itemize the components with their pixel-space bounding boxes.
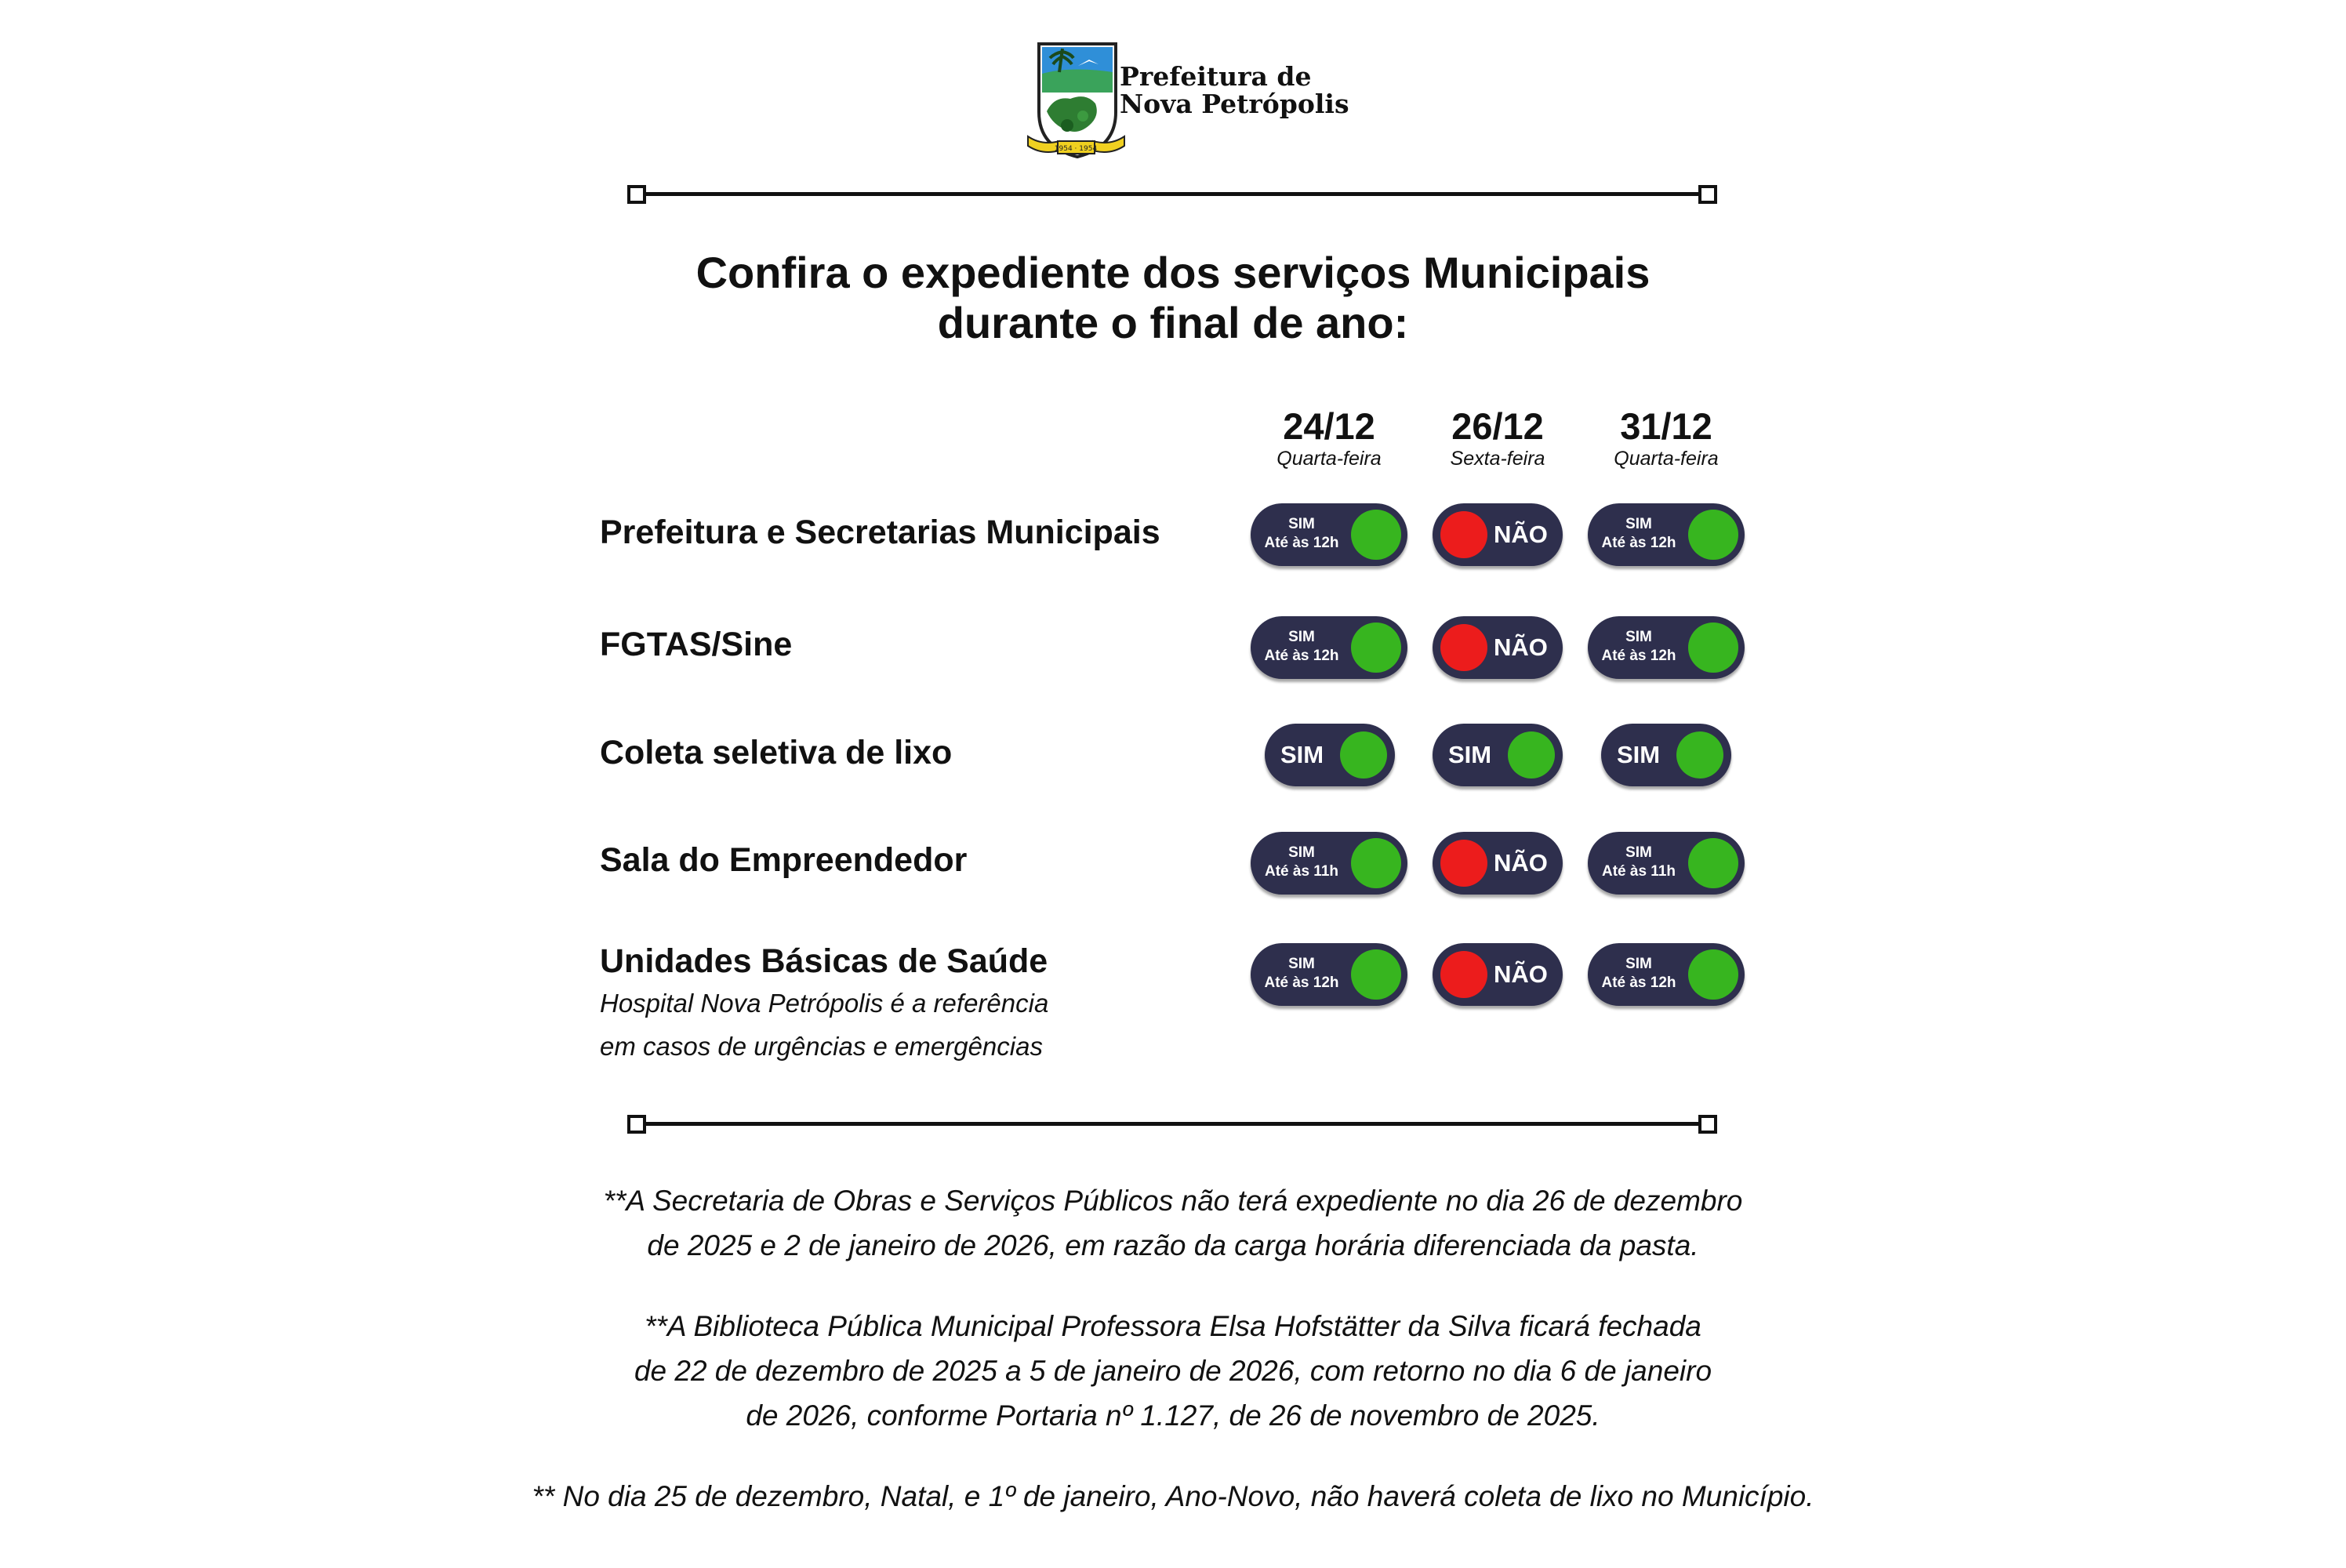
row-label-ubs: Unidades Básicas de Saúde [600,942,1048,980]
status-toggle-yes: SIM Até às 12h [1588,943,1745,1006]
row-label-coleta-lixo: Coleta seletiva de lixo [600,734,953,771]
column-header-2 [1411,406,1584,470]
note-coleta-feriados: ** No dia 25 de dezembro, Natal, e 1º de janeiro, Ano-Novo, não haverá coleta de lixo no Município. [532,1480,1814,1512]
green-dot-icon [1351,838,1401,888]
column-weekday: Sexta-feira [1450,448,1545,470]
row-label-fgtas-sine: FGTAS/Sine [600,626,793,663]
status-toggle-no: NÃO [1433,503,1563,566]
status-toggle-no: NÃO [1433,616,1563,679]
green-dot-icon [1688,949,1738,1000]
status-toggle-yes: SIM Até às 12h [1251,503,1407,566]
green-dot-icon [1688,838,1738,888]
green-dot-icon [1508,731,1555,779]
green-dot-icon [1351,510,1401,560]
green-dot-icon [1676,731,1723,779]
status-toggle-yes: SIM Até às 12h [1588,616,1745,679]
bottom-divider [627,1113,1717,1134]
red-dot-icon [1440,840,1487,887]
red-dot-icon [1440,511,1487,558]
status-toggle-yes: SIM [1265,724,1395,786]
column-header-1 [1243,406,1415,470]
column-weekday: Quarta-feira [1614,448,1719,470]
green-dot-icon [1340,731,1387,779]
green-dot-icon [1351,949,1401,1000]
note-secretaria-obras: **A Secretaria de Obras e Serviços Públicos não terá expediente no dia 26 de dezembro de 2025 e 2 de janeiro de 2026, em razão da carga horária diferenciada da pasta. [603,1185,1743,1261]
row-label-sala-empreendedor: Sala do Empreendedor [600,841,968,879]
crest-ribbon-text: 1954 · 1954 [1054,145,1098,153]
status-toggle-yes: SIM Até às 12h [1588,503,1745,566]
column-weekday: Quarta-feira [1276,448,1382,470]
column-header-3 [1580,406,1752,470]
status-toggle-yes: SIM Até às 11h [1588,832,1745,895]
red-dot-icon [1440,624,1487,671]
column-date: 26/12 [1451,405,1544,447]
status-toggle-yes: SIM [1601,724,1731,786]
column-date: 24/12 [1283,405,1375,447]
row-label-prefeitura: Prefeitura e Secretarias Municipais [600,514,1160,551]
status-toggle-yes: SIM Até às 12h [1251,616,1407,679]
row-sublabel-hospital: Hospital Nova Petrópolis é a referência em casos de urgências e emergências [600,989,1049,1061]
red-dot-icon [1440,951,1487,998]
page-title: Confira o expediente dos serviços Municipais durante o final de ano: [695,248,1651,347]
status-toggle-yes: SIM Até às 12h [1251,943,1407,1006]
column-date: 31/12 [1620,405,1712,447]
note-biblioteca: **A Biblioteca Pública Municipal Professora Elsa Hofstätter da Silva ficará fechada de 22 de dezembro de 2025 a 5 de janeiro de 2026, com retorno no dia 6 de janeiro de 2026, conforme Portaria nº 1.127, de 26 de novembro de 2025. [634,1310,1712,1432]
status-toggle-no: NÃO [1433,943,1563,1006]
status-toggle-yes: SIM Até às 11h [1251,832,1407,895]
org-name: Prefeitura de Nova Petrópolis [1120,61,1349,119]
status-toggle-yes: SIM [1433,724,1563,786]
green-dot-icon [1688,622,1738,673]
status-toggle-no: NÃO [1433,832,1563,895]
green-dot-icon [1351,622,1401,673]
municipal-crest-logo [1023,38,1129,167]
green-dot-icon [1688,510,1738,560]
top-divider [627,183,1717,204]
